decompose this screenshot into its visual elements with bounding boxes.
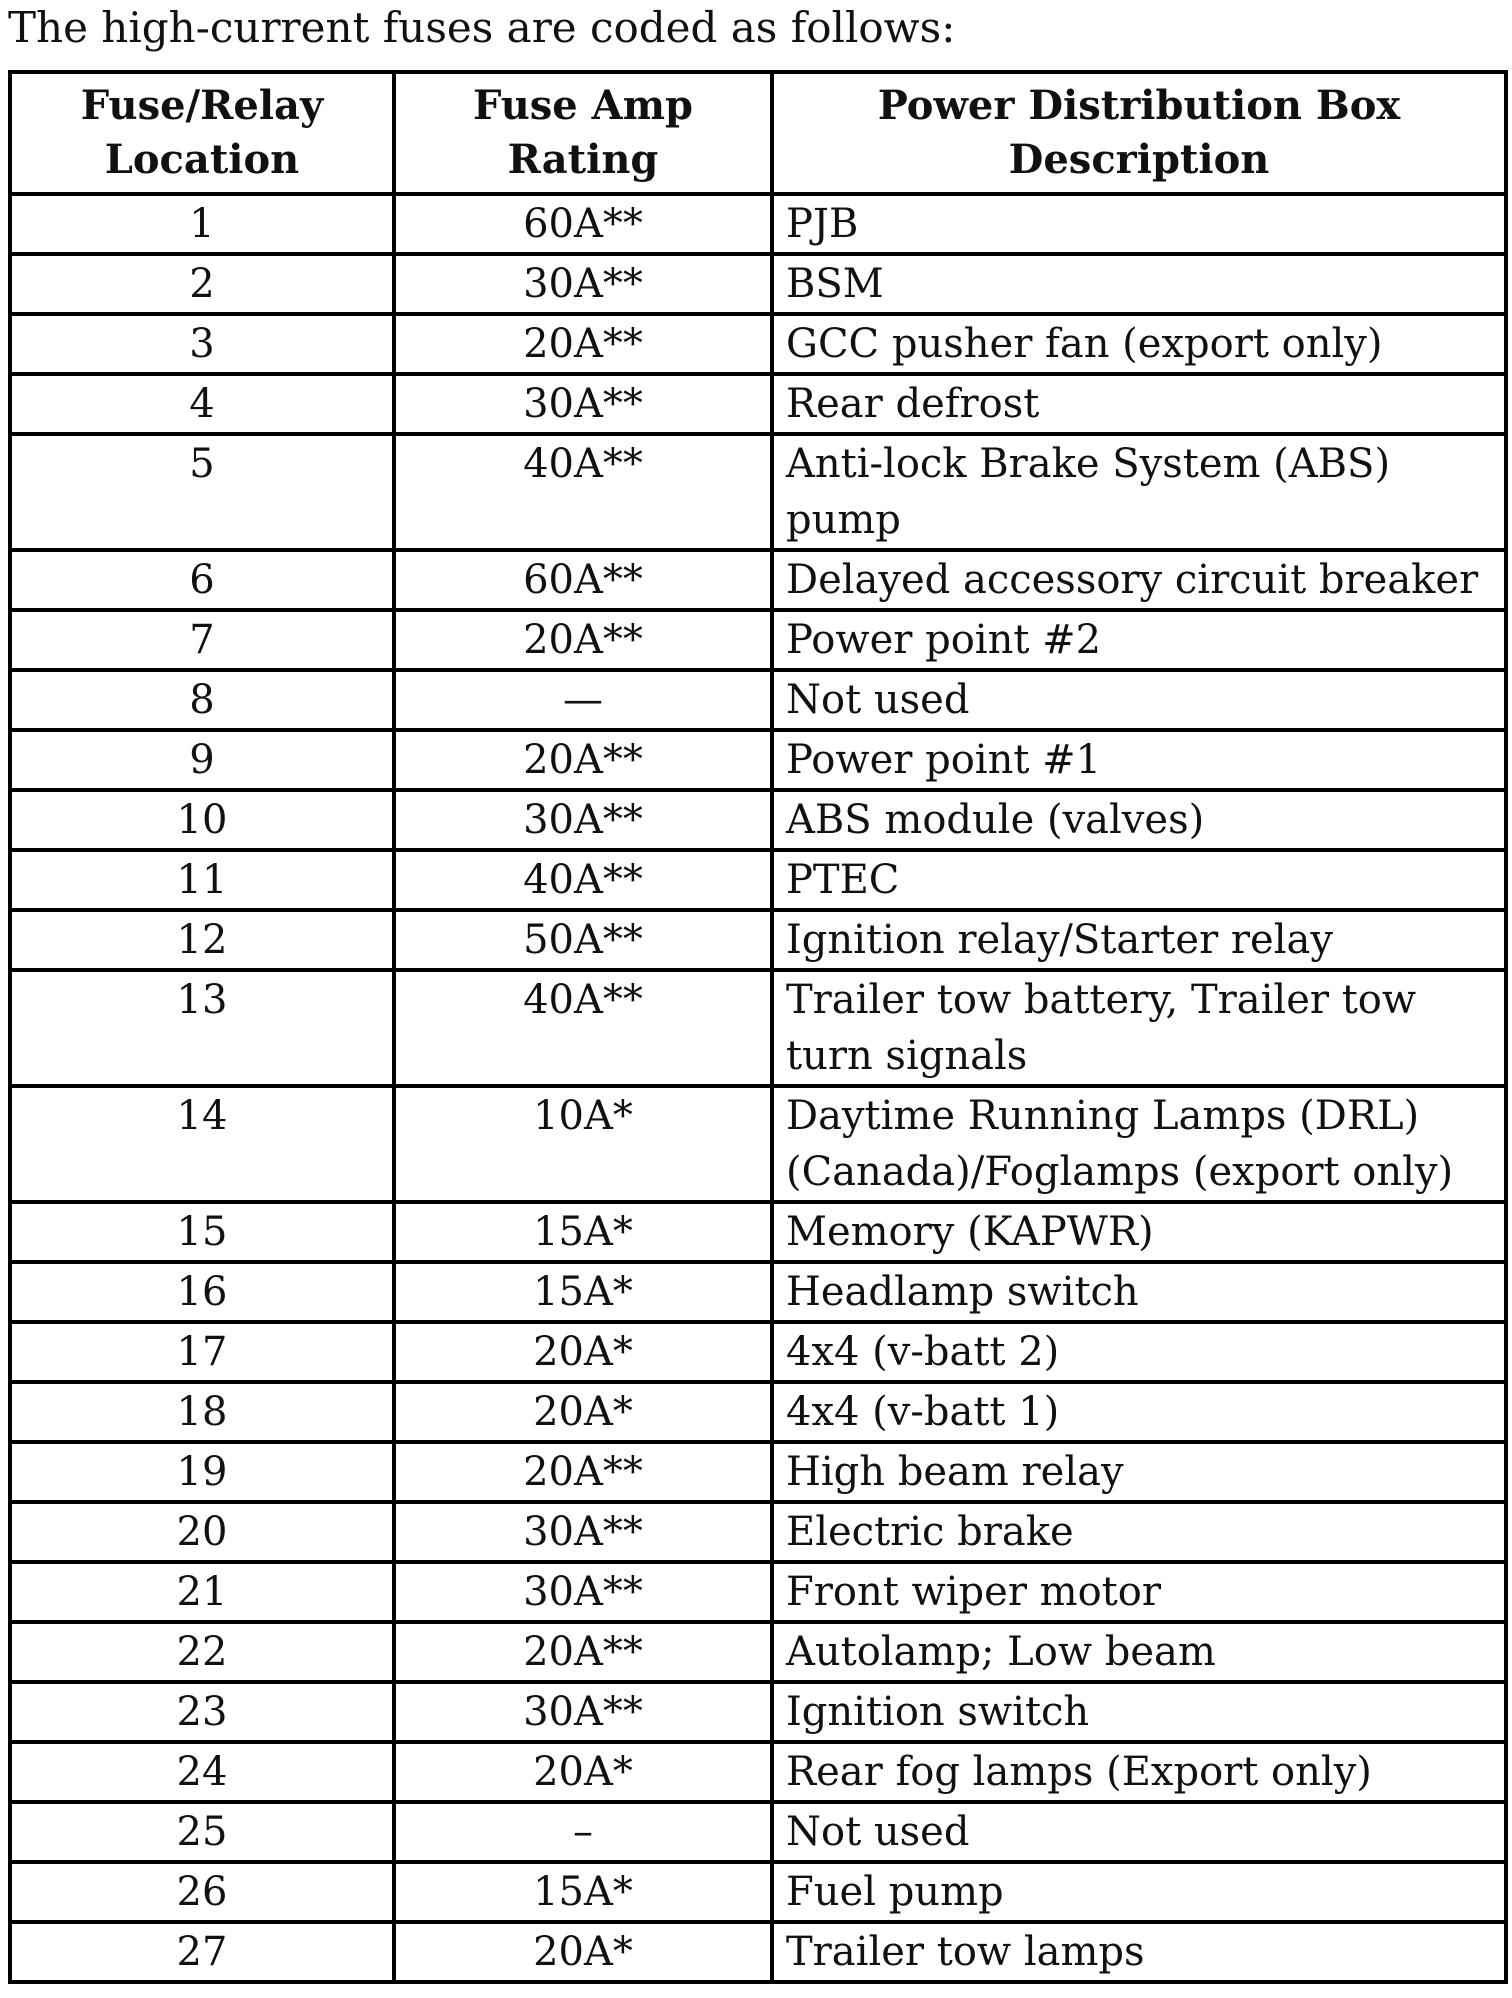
cell-description: Trailer tow lamps: [772, 1922, 1506, 1982]
cell-rating: 20A*: [394, 1322, 772, 1382]
cell-location: 19: [10, 1442, 394, 1502]
cell-description: Ignition relay/Starter relay: [772, 910, 1506, 970]
table-row: [10, 610, 1506, 670]
table-row: [10, 1622, 1506, 1682]
cell-description: GCC pusher fan (export only): [772, 314, 1506, 374]
cell-location: 26: [10, 1862, 394, 1922]
cell-rating: 40A**: [394, 434, 772, 550]
table-row: [10, 374, 1506, 434]
cell-rating: 30A**: [394, 1682, 772, 1742]
cell-rating: 15A*: [394, 1202, 772, 1262]
cell-rating: 20A*: [394, 1742, 772, 1802]
cell-location: 25: [10, 1802, 394, 1862]
cell-description: PJB: [772, 194, 1506, 254]
table-row: [10, 1202, 1506, 1262]
cell-location: 1: [10, 194, 394, 254]
cell-location: 18: [10, 1382, 394, 1442]
cell-rating: 20A**: [394, 730, 772, 790]
cell-rating: 20A*: [394, 1382, 772, 1442]
table-row: [10, 670, 1506, 730]
cell-description: 4x4 (v-batt 1): [772, 1382, 1506, 1442]
cell-location: 7: [10, 610, 394, 670]
cell-rating: 20A**: [394, 1442, 772, 1502]
header-location: Fuse/Relay Location: [10, 72, 394, 194]
cell-rating: 60A**: [394, 550, 772, 610]
cell-rating: 30A**: [394, 254, 772, 314]
table-row: [10, 1862, 1506, 1922]
table-row: [10, 314, 1506, 374]
cell-description: Power point #1: [772, 730, 1506, 790]
cell-description: Daytime Running Lamps (DRL) (Canada)/Foglamps (export only): [772, 1086, 1506, 1202]
cell-description: Anti-lock Brake System (ABS) pump: [772, 434, 1506, 550]
cell-description: Rear defrost: [772, 374, 1506, 434]
cell-rating: 60A**: [394, 194, 772, 254]
cell-location: 10: [10, 790, 394, 850]
cell-location: 5: [10, 434, 394, 550]
table-row: [10, 1382, 1506, 1442]
cell-location: 14: [10, 1086, 394, 1202]
cell-rating: 30A**: [394, 1562, 772, 1622]
cell-location: 15: [10, 1202, 394, 1262]
cell-rating: 50A**: [394, 910, 772, 970]
cell-description: Delayed accessory circuit breaker: [772, 550, 1506, 610]
cell-location: 16: [10, 1262, 394, 1322]
cell-rating: 20A**: [394, 610, 772, 670]
header-row: [10, 72, 1506, 194]
table-row: [10, 1682, 1506, 1742]
table-row: [10, 1922, 1506, 1982]
cell-location: 13: [10, 970, 394, 1086]
cell-location: 21: [10, 1562, 394, 1622]
cell-location: 11: [10, 850, 394, 910]
cell-location: 20: [10, 1502, 394, 1562]
cell-rating: 15A*: [394, 1862, 772, 1922]
cell-description: BSM: [772, 254, 1506, 314]
table-row: [10, 730, 1506, 790]
table-row: [10, 1086, 1506, 1202]
cell-description: Fuel pump: [772, 1862, 1506, 1922]
cell-description: Rear fog lamps (Export only): [772, 1742, 1506, 1802]
cell-rating: 10A*: [394, 1086, 772, 1202]
cell-rating: –: [394, 1802, 772, 1862]
cell-location: 17: [10, 1322, 394, 1382]
cell-description: Autolamp; Low beam: [772, 1622, 1506, 1682]
cell-rating: 40A**: [394, 850, 772, 910]
table-row: [10, 550, 1506, 610]
table-row: [10, 1742, 1506, 1802]
table-row: [10, 790, 1506, 850]
cell-description: Headlamp switch: [772, 1262, 1506, 1322]
table-row: [10, 910, 1506, 970]
cell-description: PTEC: [772, 850, 1506, 910]
table-row: [10, 434, 1506, 550]
cell-rating: —: [394, 670, 772, 730]
cell-location: 23: [10, 1682, 394, 1742]
cell-location: 9: [10, 730, 394, 790]
cell-rating: 20A**: [394, 1622, 772, 1682]
cell-description: Power point #2: [772, 610, 1506, 670]
intro-text: The high-current fuses are coded as follows:: [8, 3, 956, 52]
cell-rating: 20A*: [394, 1922, 772, 1982]
table-row: [10, 254, 1506, 314]
cell-rating: 30A**: [394, 790, 772, 850]
cell-description: Not used: [772, 1802, 1506, 1862]
table-row: [10, 1802, 1506, 1862]
header-description: Power Distribution Box Description: [772, 72, 1506, 194]
cell-description: Electric brake: [772, 1502, 1506, 1562]
table-row: [10, 1442, 1506, 1502]
cell-rating: 30A**: [394, 374, 772, 434]
table-row: [10, 194, 1506, 254]
fuse-table: [8, 70, 1508, 1984]
table-row: [10, 1262, 1506, 1322]
cell-rating: 20A**: [394, 314, 772, 374]
cell-location: 8: [10, 670, 394, 730]
cell-description: Ignition switch: [772, 1682, 1506, 1742]
header-rating: Fuse Amp Rating: [394, 72, 772, 194]
cell-description: Not used: [772, 670, 1506, 730]
cell-location: 24: [10, 1742, 394, 1802]
table-row: [10, 1322, 1506, 1382]
cell-location: 27: [10, 1922, 394, 1982]
cell-location: 22: [10, 1622, 394, 1682]
cell-description: High beam relay: [772, 1442, 1506, 1502]
cell-description: Front wiper motor: [772, 1562, 1506, 1622]
cell-location: 2: [10, 254, 394, 314]
cell-description: Memory (KAPWR): [772, 1202, 1506, 1262]
cell-description: Trailer tow battery, Trailer tow turn signals: [772, 970, 1506, 1086]
cell-description: ABS module (valves): [772, 790, 1506, 850]
cell-description: 4x4 (v-batt 2): [772, 1322, 1506, 1382]
cell-rating: 15A*: [394, 1262, 772, 1322]
cell-rating: 40A**: [394, 970, 772, 1086]
cell-rating: 30A**: [394, 1502, 772, 1562]
table-row: [10, 970, 1506, 1086]
table-row: [10, 850, 1506, 910]
cell-location: 3: [10, 314, 394, 374]
cell-location: 4: [10, 374, 394, 434]
cell-location: 6: [10, 550, 394, 610]
table-row: [10, 1562, 1506, 1622]
table-row: [10, 1502, 1506, 1562]
cell-location: 12: [10, 910, 394, 970]
